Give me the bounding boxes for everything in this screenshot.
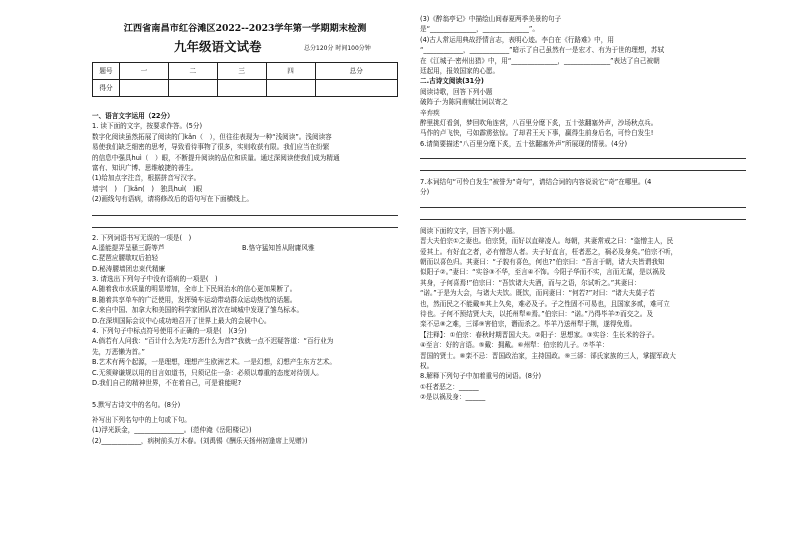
question-text: (2)画线句有语病，请将修改后的语句写在下面横线上。 xyxy=(92,195,253,204)
option-d[interactable]: D.秘涛腰墙团忠束代精廉 xyxy=(92,264,166,273)
exam-title-row xyxy=(92,38,398,58)
score-table-cell: 二 xyxy=(168,63,217,80)
question-text: 2. 下列词语书写无误的一项是( ) xyxy=(92,233,192,242)
instruction-text: 阅读下面的文字，回答下列小题。 xyxy=(420,226,519,235)
answer-line[interactable] xyxy=(420,161,746,171)
section-heading: 一、语言文字运用（22分） xyxy=(92,112,174,120)
fill-in-item[interactable]: ①枉者恶之：______ xyxy=(420,382,479,391)
question-text-continued: 分) xyxy=(420,188,430,197)
fill-in-item[interactable]: ②是以祸及身：______ xyxy=(420,393,486,402)
option-c[interactable]: C.来自中国、加拿大和美国的科学家团队首次在域城中发现了雏鸟标本。 xyxy=(92,306,304,315)
right-column xyxy=(420,14,746,403)
fill-in-item[interactable]: “____________，____________”暗示了自己虽然有一是宏才、有为于世的理想，苏轼 xyxy=(420,46,665,55)
question-text: (1)给加点字注音，根据拼音写汉字。 xyxy=(92,174,201,183)
answer-line[interactable] xyxy=(92,217,398,228)
score-table-header-row xyxy=(93,63,398,80)
question-text: 4. 下列句子中标点符号使用不正确的一项是( )(3分) xyxy=(92,327,247,336)
score-entry-cell[interactable] xyxy=(120,80,169,97)
option-row xyxy=(92,243,398,253)
exam-title: 九年级语文试卷 xyxy=(174,39,262,54)
question-text: 3. 请选出下列句子中没有语病的一项是( ) xyxy=(92,275,218,284)
option-b[interactable]: B.恪守猛知旨从附庸风雅 xyxy=(242,243,315,252)
question-text: 墙宇( ) 门kǎn( ) 独具huì( )眼 xyxy=(92,184,203,193)
annotation-line: 晋国的贤士。⑧栾不忌：晋国政治家，主持国政。⑨三郤：郤氏家族的三人，掌握军政大 xyxy=(420,351,676,360)
passage-line: “诺。”于是为大会，与诸大夫饮。既饮，而问妻曰：“何若?”对曰：“诸大夫莫子若 xyxy=(420,289,655,298)
score-table-cell: 总分 xyxy=(315,63,398,80)
score-table-cell: 三 xyxy=(217,63,266,80)
annotation-line: 权。 xyxy=(420,361,434,370)
option-a-continued: 先，万恶懒为首。” xyxy=(92,347,145,356)
poem-line: 醉里挑灯看剑，梦回吹角连营，八百里分麾下炙，五十弦翻塞外声，沙场秋点兵。 xyxy=(420,118,658,127)
fill-in-item[interactable]: (4)古人常运用典故抒情言志，表明心迹。李白在《行路难》中，用 xyxy=(420,35,614,44)
passage-line: 的信息中强具huì（ ）眼，不断提升阅读的品位和质量。通过深阅读使我们成为精通 xyxy=(92,153,340,162)
question-text: 5.默写古诗文中的名句。(8分) xyxy=(92,401,181,410)
passage-line: 待也。子何不预结贤大夫，以托州犁⑥焉。”伯宗曰：“诺。”乃得毕羊⑦而交之。及 xyxy=(420,309,654,318)
passage-line: 朝而以喜色归。其妻曰：“子貌有喜色，何也?”伯宗曰：“吾言于朝，诸大夫皆谓我知 xyxy=(420,258,665,267)
option-b[interactable]: B.随着共享单车的广泛使用，发挥骑车运动带动群众运动热忱的话题。 xyxy=(92,295,297,304)
instruction-text: 补写出下列名句中的上句或下句。 xyxy=(92,415,191,424)
option-d[interactable]: D.我们自己的精神世界，不在着自己，可是谁能呢? xyxy=(92,378,242,387)
fill-in-item: 廷起用，报效国家的心愿。 xyxy=(420,66,500,75)
passage-line: 也，然而民之不能戴⑤其上久矣，难必及子。子之性固不可易也，且国家多贰，难可立 xyxy=(420,299,670,308)
passage-line: 其身，子何喜焉!”伯宗曰：“吾饮诸大夫酒，而与之语，尔试听之。”其妻曰： xyxy=(420,278,641,287)
option-c[interactable]: C.无须辩谦规以用的目言如道书，只须记住一条：必须以尊重的态度对待别人。 xyxy=(92,368,323,377)
option-a[interactable]: A.倘若有人问我：“百计什么为先?方恶什么为首?”我就一点不迟疑答道：“百行业为 xyxy=(92,337,334,346)
passage-line: 栾不忌⑧之难，三郤⑨害伯宗，谮而杀之。毕羊乃送州犁于荆，遂得免焉。 xyxy=(420,320,637,329)
poem-title: 破阵子·为陈同甫赋壮词以寄之 xyxy=(420,98,508,107)
option-a[interactable]: A.遥能提弄呈骚三蔚等芦 xyxy=(92,243,165,252)
answer-line[interactable] xyxy=(420,198,746,208)
fill-in-item[interactable]: (1)浮光跃金，_______________。(范仲淹《岳阳楼记》) xyxy=(92,426,252,435)
option-b[interactable]: B.艺术有两个起源，一是理想，理想产生欧洲艺术。一是幻想，幻想产生东方艺术。 xyxy=(92,358,336,367)
instruction-text: 阅读诗歌，回答下列小题 xyxy=(420,87,493,96)
score-table-score-row xyxy=(93,80,398,97)
passage-line: 爱其上。有好直之者，必有憎怨人者。夫子好直言，枉者恶之，祸必及身矣。”伯宗不听， xyxy=(420,247,678,256)
question-text: 1. 读下面的文字，按要求作答。(5分) xyxy=(92,122,203,131)
score-table-cell: 题号 xyxy=(93,63,120,80)
option-d[interactable]: D.在深圳国际会议中心成功地召开了世界上最大的会展中心。 xyxy=(92,316,271,325)
score-entry-cell[interactable] xyxy=(266,80,315,97)
question-text: 8.解释下列句子中加着重号的词语。(8分) xyxy=(420,372,542,381)
score-table-cell: 四 xyxy=(266,63,315,80)
poem-line: 马作的卢飞快，弓如霹雳弦惊。了却君王天下事，赢得生前身后名，可怜白发生! xyxy=(420,129,654,138)
option-a[interactable]: A.随着我市水质量的明显增加，全市上下民间治水的信心更加果断了。 xyxy=(92,285,297,294)
left-column xyxy=(92,14,398,446)
score-entry-cell[interactable] xyxy=(217,80,266,97)
passage-line: 易使我们缺乏细密的思考，导致看待事物了很多，实则收获有限。我们应当在纷繁 xyxy=(92,143,330,152)
answer-line[interactable] xyxy=(420,149,746,159)
passage-line: 富有、知识广博、思维敏捷的善生。 xyxy=(92,163,198,172)
score-entry-cell[interactable] xyxy=(315,80,398,97)
annotation-line: ④至言：好的言语。⑤戴：拥戴。⑥州犁：伯宗的儿子。⑦毕羊： xyxy=(420,341,609,350)
fill-in-item[interactable]: (2)____________，病树前头万木春。(刘禹锡《酬乐天扬州初逢席上见赠》) xyxy=(92,436,308,445)
score-table xyxy=(92,62,398,97)
option-c[interactable]: C.琵琶应腰歇叹后拍轻 xyxy=(92,254,159,263)
passage-line: 数字化阅读虽然拓展了阅读的门kǎn（ ），但往往表现为一种“浅阅读”。浅阅读容 xyxy=(92,132,332,141)
answer-line[interactable] xyxy=(92,205,398,216)
annotation-line: 【注释】：①伯宗：春秋时期晋国大夫。②阳子：思想家。③实谷：生长米的谷子。 xyxy=(420,330,659,339)
answer-line[interactable] xyxy=(420,210,746,220)
score-table-cell: 一 xyxy=(120,63,169,80)
score-time-info: 总分120分 时间100分钟 xyxy=(304,45,371,52)
fill-in-item[interactable]: 在《江城子·密州出猎》中，用“______________，______________”表达了自己被朝 xyxy=(420,56,660,65)
passage-line: 似阳子②。”妻曰：“实谷③不华，至言④不饰。今阳子华而不实，言而无谋，是以祸及 xyxy=(420,268,666,277)
passage-line: 晋大夫伯宗①之妻也。伯宗贤，而好以直辩凌人。每朝，其妻常戒之曰：“盗憎主人，民 xyxy=(420,237,674,246)
question-text: 7.本词结句“可怜白发生”被誉为“奇句”，请结合词的内容说说它“奇”在哪里。(4 xyxy=(420,178,652,187)
question-text: 6.请简要描述“八百里分麾下炙，五十弦翻塞外声”所展现的情景。(4分) xyxy=(420,139,628,148)
fill-in-item[interactable]: 是“______________，______________”。 xyxy=(420,25,539,34)
poem-author: 辛弃疾 xyxy=(420,108,440,117)
section-heading: 二.古诗文阅读(31分) xyxy=(420,77,484,86)
score-entry-cell[interactable] xyxy=(168,80,217,97)
fill-in-item[interactable]: (3)《醉翁亭记》中描绘山间春夏两季美景的句子 xyxy=(420,15,562,23)
school-title: 江西省南昌市红谷滩区2022--2023学年第一学期期末检测 xyxy=(123,23,367,34)
score-table-cell: 得分 xyxy=(93,80,120,97)
